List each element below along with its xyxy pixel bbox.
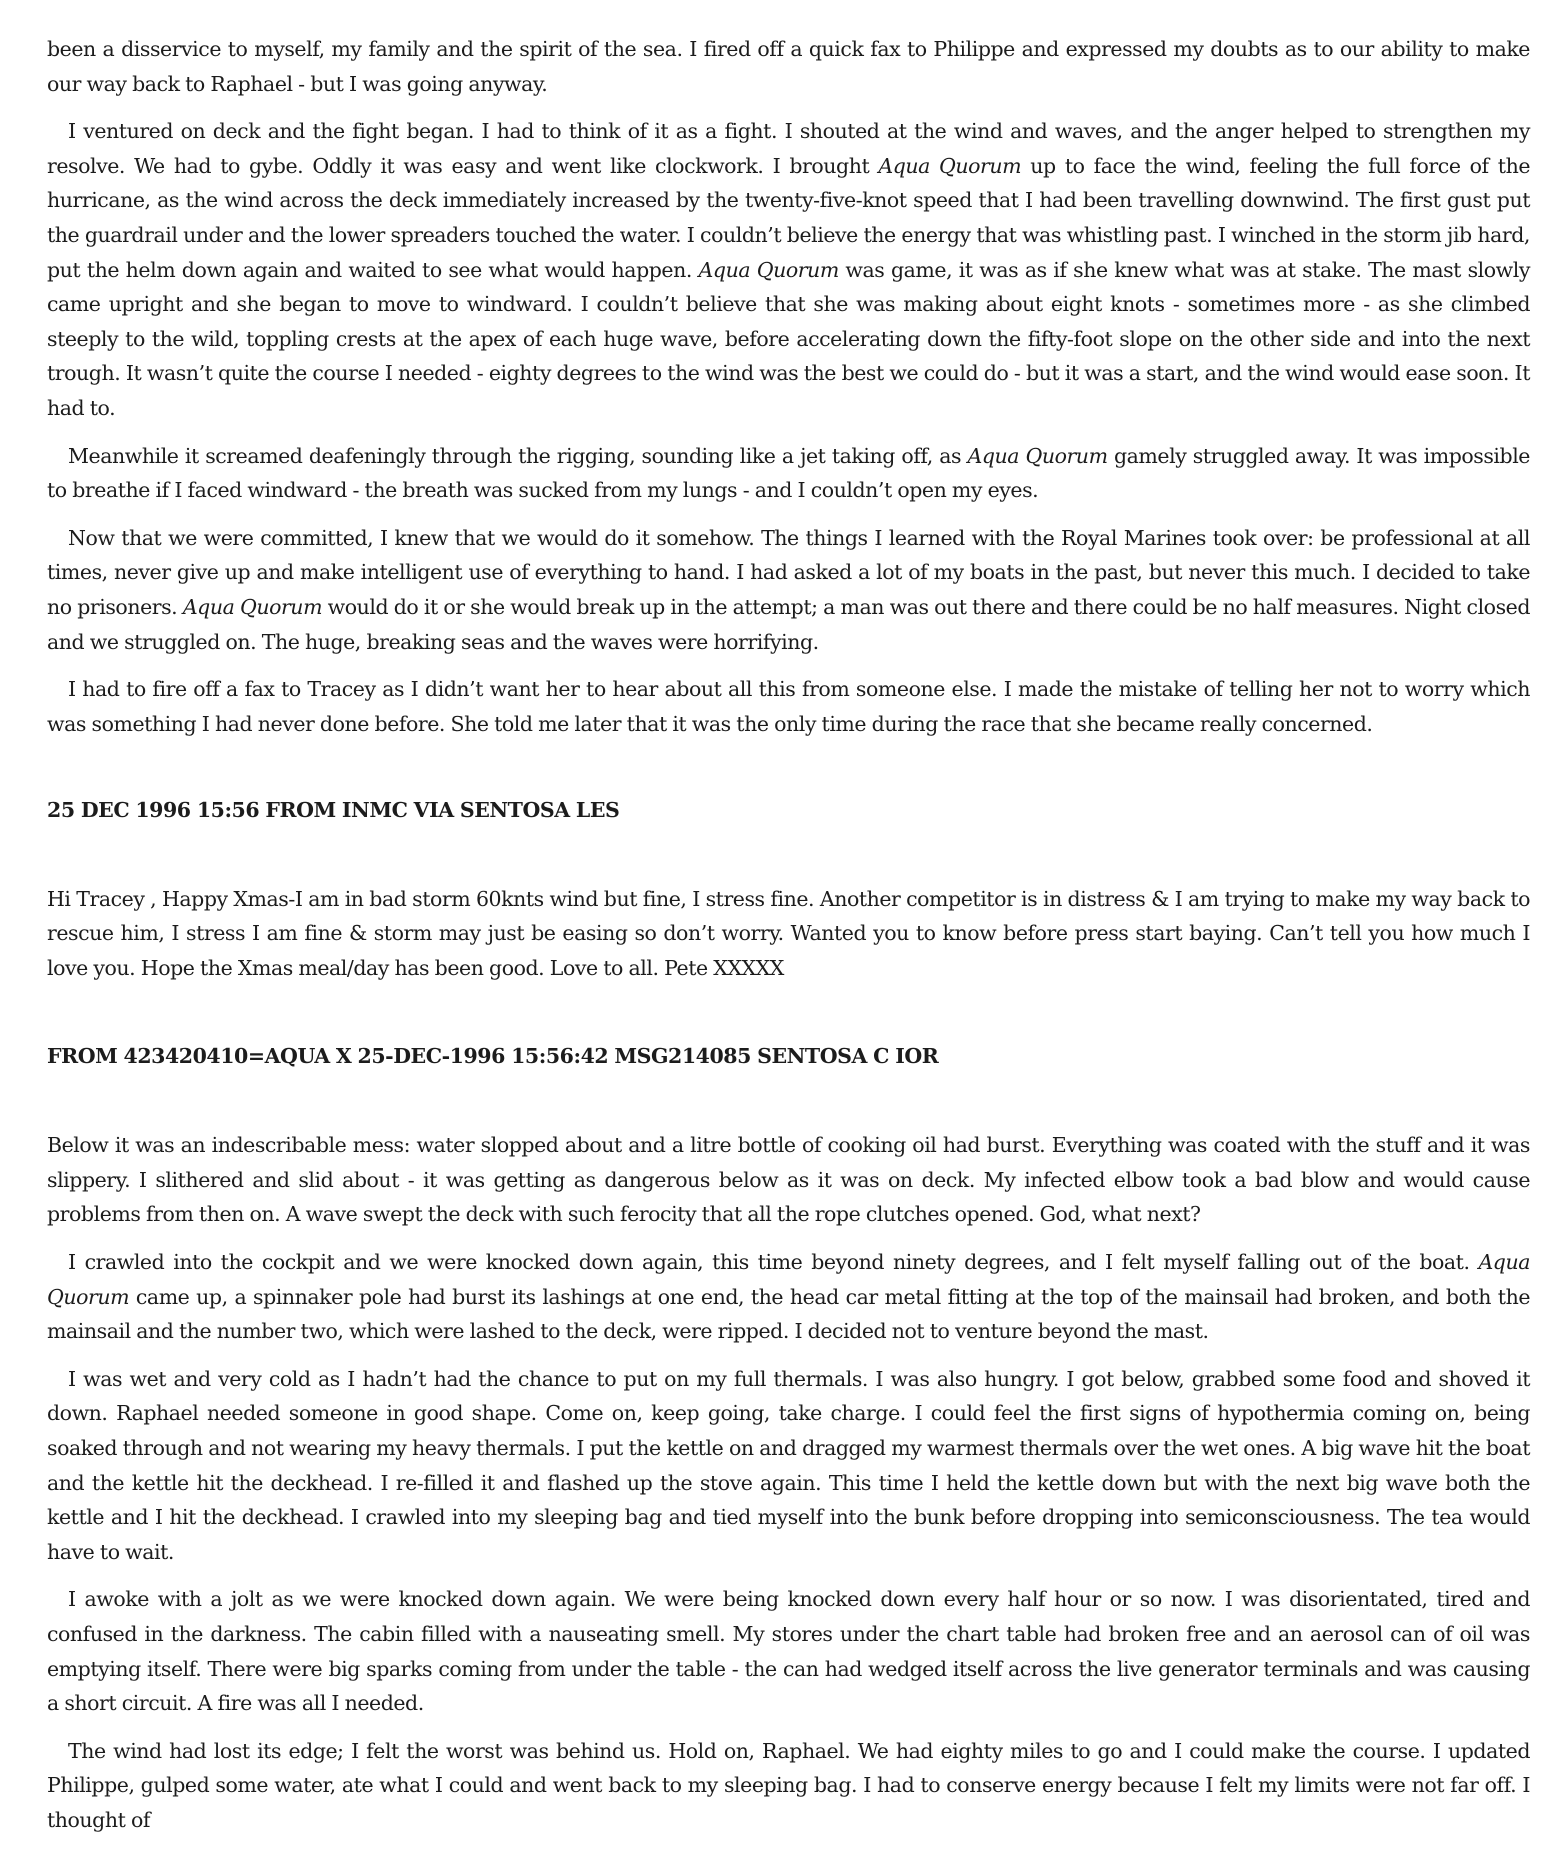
body-paragraph [47, 1582, 1530, 1720]
boat-name: Aqua Quorum [878, 153, 1022, 178]
book-page [47, 32, 1530, 1851]
paragraph-text: I awoke with a jolt as we were knocked down again. We were being knocked down every half hour or so now. I was disorientated, tired and confused in the darkness. The cabin filled with a nauseating smell. My stores under the chart table had broken free and an aerosol can of oil was emptying itself. There were big sparks coming from under the table - the can had wedged itself across the live generator terminals and was causing a short circuit. A fire was all I needed. [47, 1587, 1530, 1716]
paragraph-text: up to face the wind, feeling the full force of the hurricane, as the wind across the deck immediately increased by the twenty-five-knot speed that I had been travelling downwind. The first gust put the guardrail under and the lower spreaders touched the water. I couldn’t believe the energy that was whistling past. I winched in the storm jib hard, put the helm down again and waited to see what would happen. [47, 153, 1531, 282]
paragraph-text: I ventured on deck and the fight began. I had to think of it as a fight. I shouted at the wind and waves, and the anger helped to strengthen my resolve. We had to gybe. Oddly it was easy and went like clockwork. I brought [47, 119, 1530, 178]
body-paragraph [47, 882, 1530, 986]
paragraph-text: gamely struggled away. It was impossible to breathe if I faced windward - the breath was sucked from my lungs - and I couldn’t open my eyes. [47, 443, 1530, 503]
body-paragraph [47, 32, 1530, 101]
boat-name: Aqua Quorum [182, 594, 323, 619]
boat-name: Aqua Quorum [967, 443, 1108, 468]
body-paragraph [47, 521, 1530, 659]
body-paragraph [47, 439, 1530, 508]
paragraph-text: I was wet and very cold as I hadn’t had the chance to put on my full thermals. I was also hungry. I got below, grabbed some food and shoved it down. Raphael needed someone in good shape. Come on, keep going, take charge. I could feel the first signs of hypothermia coming on, being soaked through and not wearing my heavy thermals. I put the kettle on and dragged my warmest thermals over the wet ones. A big wave hit the boat and the kettle hit the deckhead. I re-filled it and flashed up the stove again. This time I held the kettle down but with the next big wave both the kettle and I hit the deckhead. I crawled into my sleeping bag and tied myself into the bunk before dropping into semiconsciousness. The tea would have to wait. [47, 1366, 1530, 1564]
paragraph-text: been a disservice to myself, my family and the spirit of the sea. I fired off a quick fax to Philippe and expressed my doubts as to our ability to make our way back to Raphael - but I was going anyway. [47, 37, 1530, 96]
boat-name: Aqua Quorum [698, 257, 839, 282]
body-paragraph [47, 672, 1530, 741]
paragraph-text: Now that we were committed, I knew that we would do it somehow. The things I learned with the Royal Marines took over: be professional at all times, never give up and make intelligent use of everything to hand. I had asked a lot of my boats in the past, but never this much. I decided to take no prisoners. [47, 525, 1530, 619]
fax-header: FROM 423420410=AQUA X 25-DEC-1996 15:56:42 MSG214085 SENTOSA C IOR [47, 1043, 939, 1068]
paragraph-text: The wind had lost its edge; I felt the worst was behind us. Hold on, Raphael. We had eighty miles to go and I could make the course. I updated Philippe, gulped some water, ate what I could and went back to my sleeping bag. I had to conserve energy because I felt my limits were not far off. I thought of [47, 1738, 1530, 1832]
body-paragraph [47, 1245, 1530, 1349]
body-paragraph [47, 1128, 1530, 1232]
paragraph-text: I had to fire off a fax to Tracey as I didn’t want her to hear about all this from someone else. I made the mistake of telling her not to worry which was something I had never done before. She told me later that it was the only time during the race that she became really concerned. [47, 677, 1530, 736]
paragraph-text: was game, it was as if she knew what was at stake. The mast slowly came upright and she began to move to windward. I couldn’t believe that she was making about eight knots - sometimes more - as she climbed steeply to the wild, toppling crests at the apex of each huge wave, before accelerating down the fifty-foot slope on the other side and into the next trough. It wasn’t quite the course I needed - eighty degrees to the wind was the best we could do - but it was a start, and the wind would ease soon. It had to. [47, 257, 1530, 420]
paragraph-text: Hi Tracey , Happy Xmas-I am in bad storm 60knts wind but fine, I stress fine. Another competitor is in distress & I am trying to make my way back to rescue him, I stress I am fine & storm may just be easing so don’t worry. Wanted you to know before press start baying. Can’t tell you how much I love you. Hope the Xmas meal/day has been good. Love to all. Pete XXXXX [47, 886, 1530, 981]
body-paragraph [47, 1362, 1530, 1570]
boat-name: Aqua Quorum [47, 1250, 1530, 1309]
paragraph-text: came up, a spinnaker pole had burst its lashings at one end, the head car metal fitting at the top of the mainsail had broken, and both the mainsail and the number two, which were lashed to the deck, were ripped. I decided not to venture beyond the mast. [47, 1284, 1530, 1344]
fax-header: 25 DEC 1996 15:56 FROM INMC VIA SENTOSA LES [47, 798, 620, 823]
body-paragraph [47, 1734, 1530, 1838]
body-paragraph [47, 114, 1530, 425]
paragraph-text: Below it was an indescribable mess: water slopped about and a litre bottle of cooking oil had burst. Everything was coated with the stuff and it was slippery. I slithered and slid about - it was getting as dangerous below as it was on deck. My infected elbow took a bad blow and would cause problems from then on. A wave swept the deck with such ferocity that all the rope clutches opened. God, what next? [47, 1133, 1530, 1227]
paragraph-text: Meanwhile it screamed deafeningly through the rigging, sounding like a jet taking off, as [68, 443, 968, 468]
paragraph-text: I crawled into the cockpit and we were knocked down again, this time beyond ninety degrees, and I felt myself falling out of the boat. [68, 1250, 1479, 1275]
paragraph-text: would do it or she would break up in the attempt; a man was out there and there could be no half measures. Night closed and we struggled on. The huge, breaking seas and the waves were horrifying. [47, 594, 1530, 654]
